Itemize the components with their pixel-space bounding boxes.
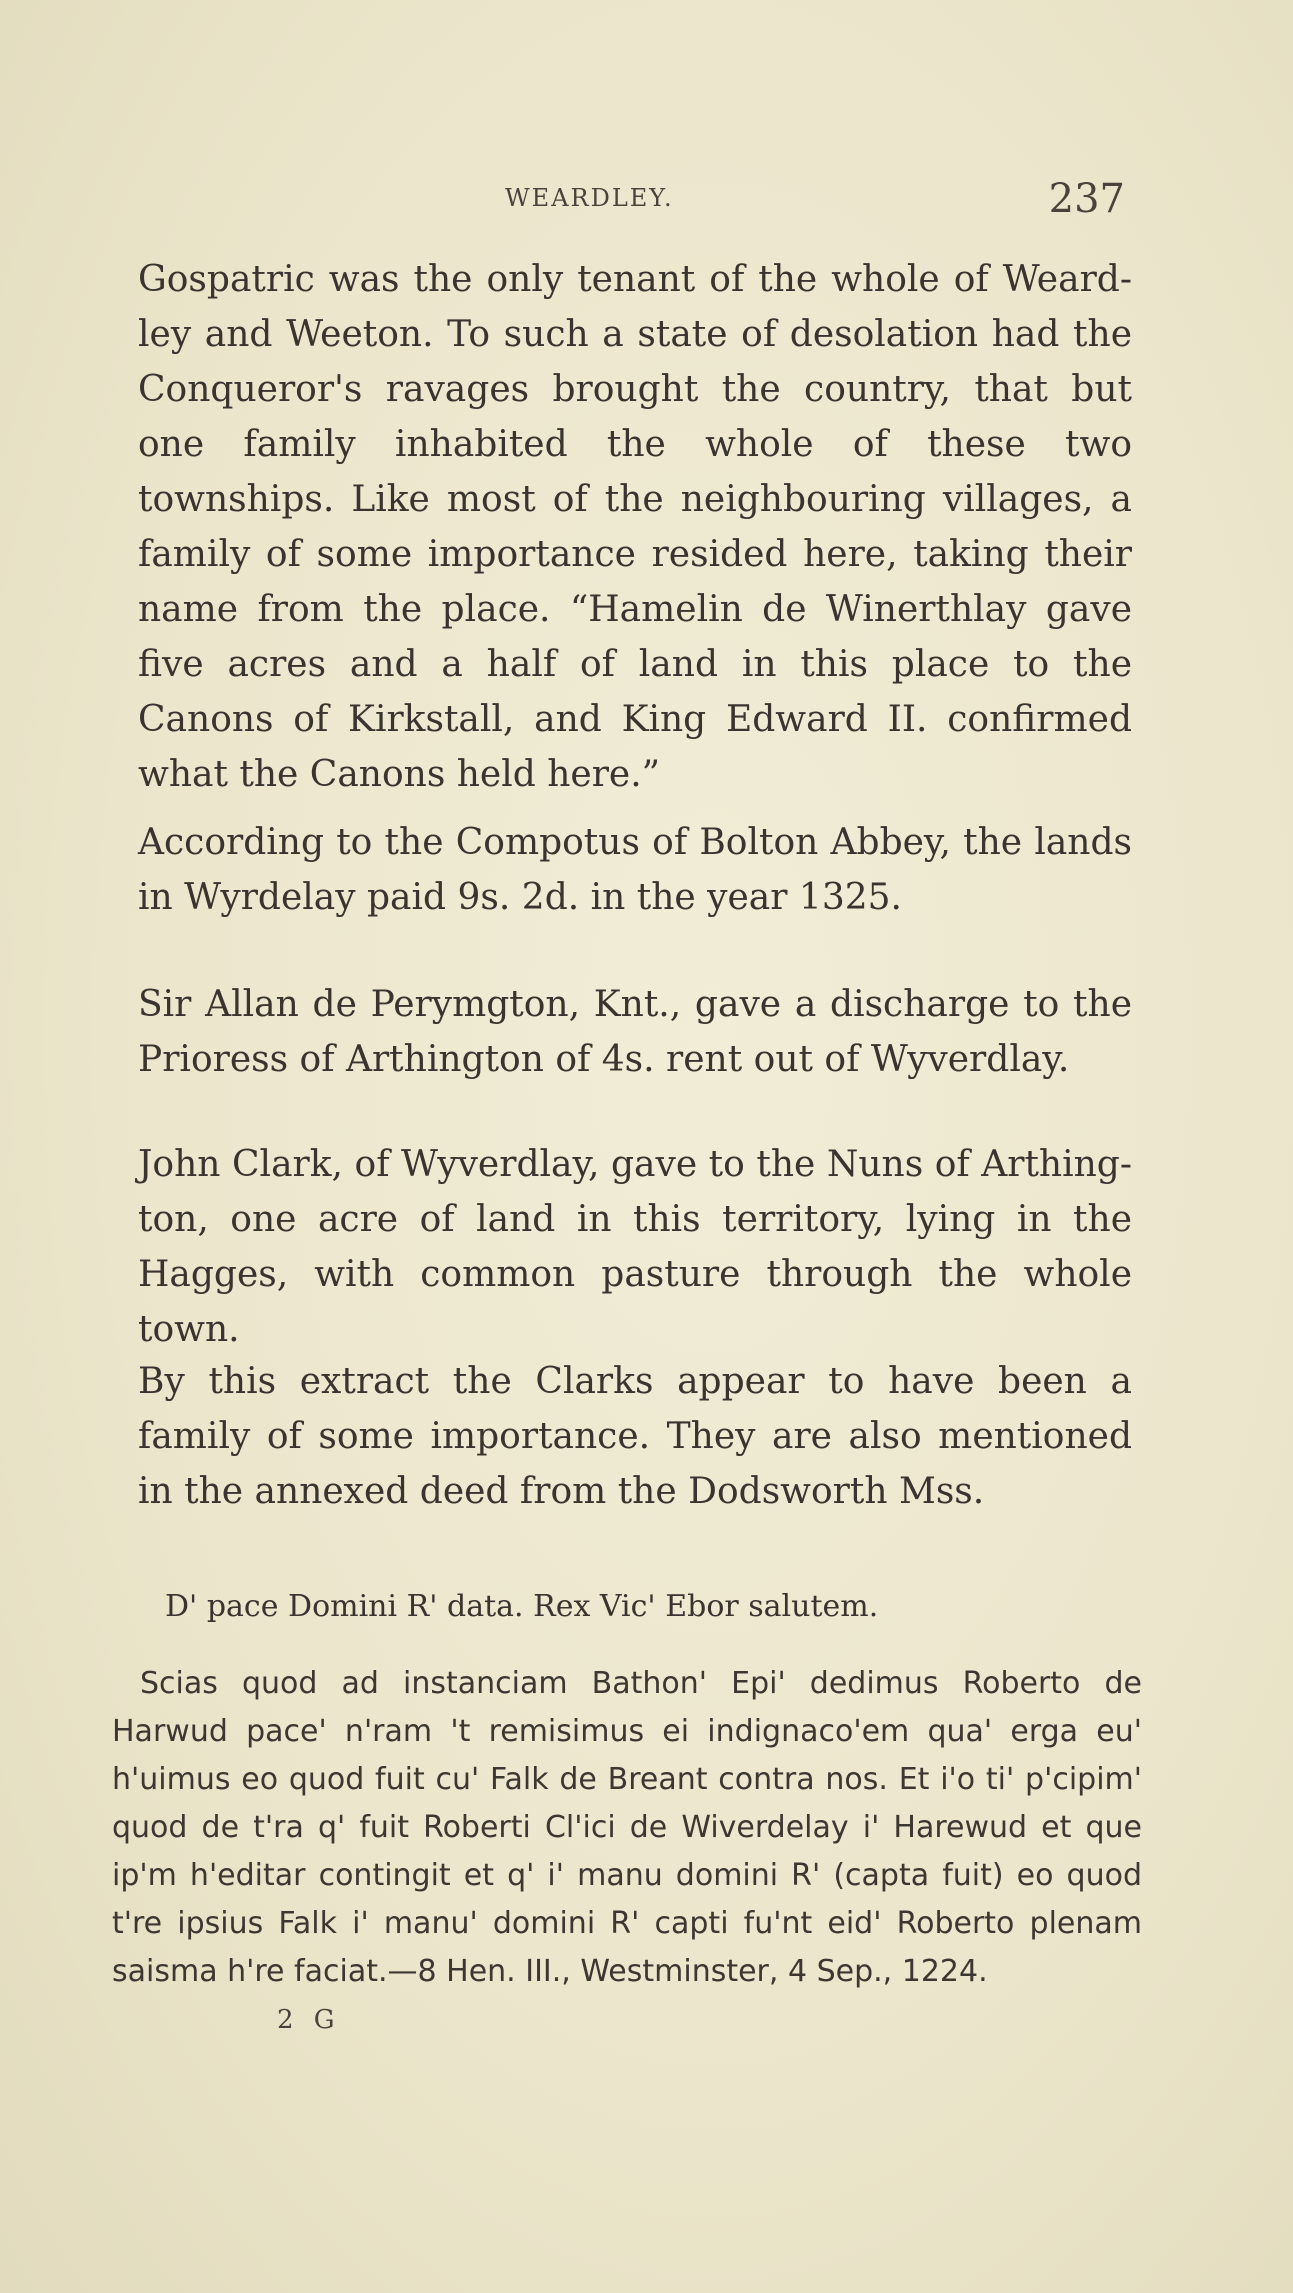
paragraph-john-clark: John Clark, of Wyverdlay, gave to the Nuns of Arthing-ton, one acre of land in this territory, lying in the Hagges, with common pasture through the whole town. xyxy=(138,1144,1132,1350)
signature-mark: 2 G xyxy=(277,2005,341,2035)
deed-heading: D' pace Domini R' data. Rex Vic' Ebor salutem. xyxy=(165,1589,879,1624)
page-header xyxy=(505,176,1125,222)
paragraph-compotus: According to the Compotus of Bolton Abbey, the lands in Wyrdelay paid 9s. 2d. in the year 1325. xyxy=(138,822,1132,918)
paragraph-clarks-importance: By this extract the Clarks appear to have been a family of some importance. They are also mentioned in the annexed deed from the Dodsworth Mss. xyxy=(138,1361,1132,1512)
paragraph-sir-allan: Sir Allan de Perymgton, Knt., gave a discharge to the Prioress of Arthington of 4s. rent out of Wyverdlay. xyxy=(138,984,1132,1080)
paragraph-gospatric: Gospatric was the only tenant of the whole of Weard-ley and Weeton. To such a state of desolation had the Conqueror's ravages brought the country, that but one family inhabited the whole of these two townships. Like most of the neighbouring villages, a family of some importance resided here, taking their name from the place. “Hamelin de Winerthlay gave five acres and a half of land in this place to the Canons of Kirkstall, and King Edward II. confirmed what the Canons held here.” xyxy=(138,259,1132,795)
page-number: 237 xyxy=(1048,176,1125,222)
deed-text: Scias quod ad instanciam Bathon' Epi' dedimus Roberto de Harwud pace' n'ram 't remisimus ei indignaco'em qua' erga eu' h'uimus eo quod fuit cu' Falk de Breant contra nos. Et i'o ti' p'cipim' quod de t'ra q' fuit Roberti Cl'ici de Wiverdelay i' Harewud et que ip'm h'editar contingit et q' i' manu domini R' (capta fuit) eo quod t're ipsius Falk i' manu' domini R' capti fu'nt eid' Roberto plenam saisma h're faciat.—8 Hen. III., Westminster, 4 Sep., 1224. xyxy=(112,1666,1142,1989)
running-title: WEARDLEY. xyxy=(505,184,674,212)
